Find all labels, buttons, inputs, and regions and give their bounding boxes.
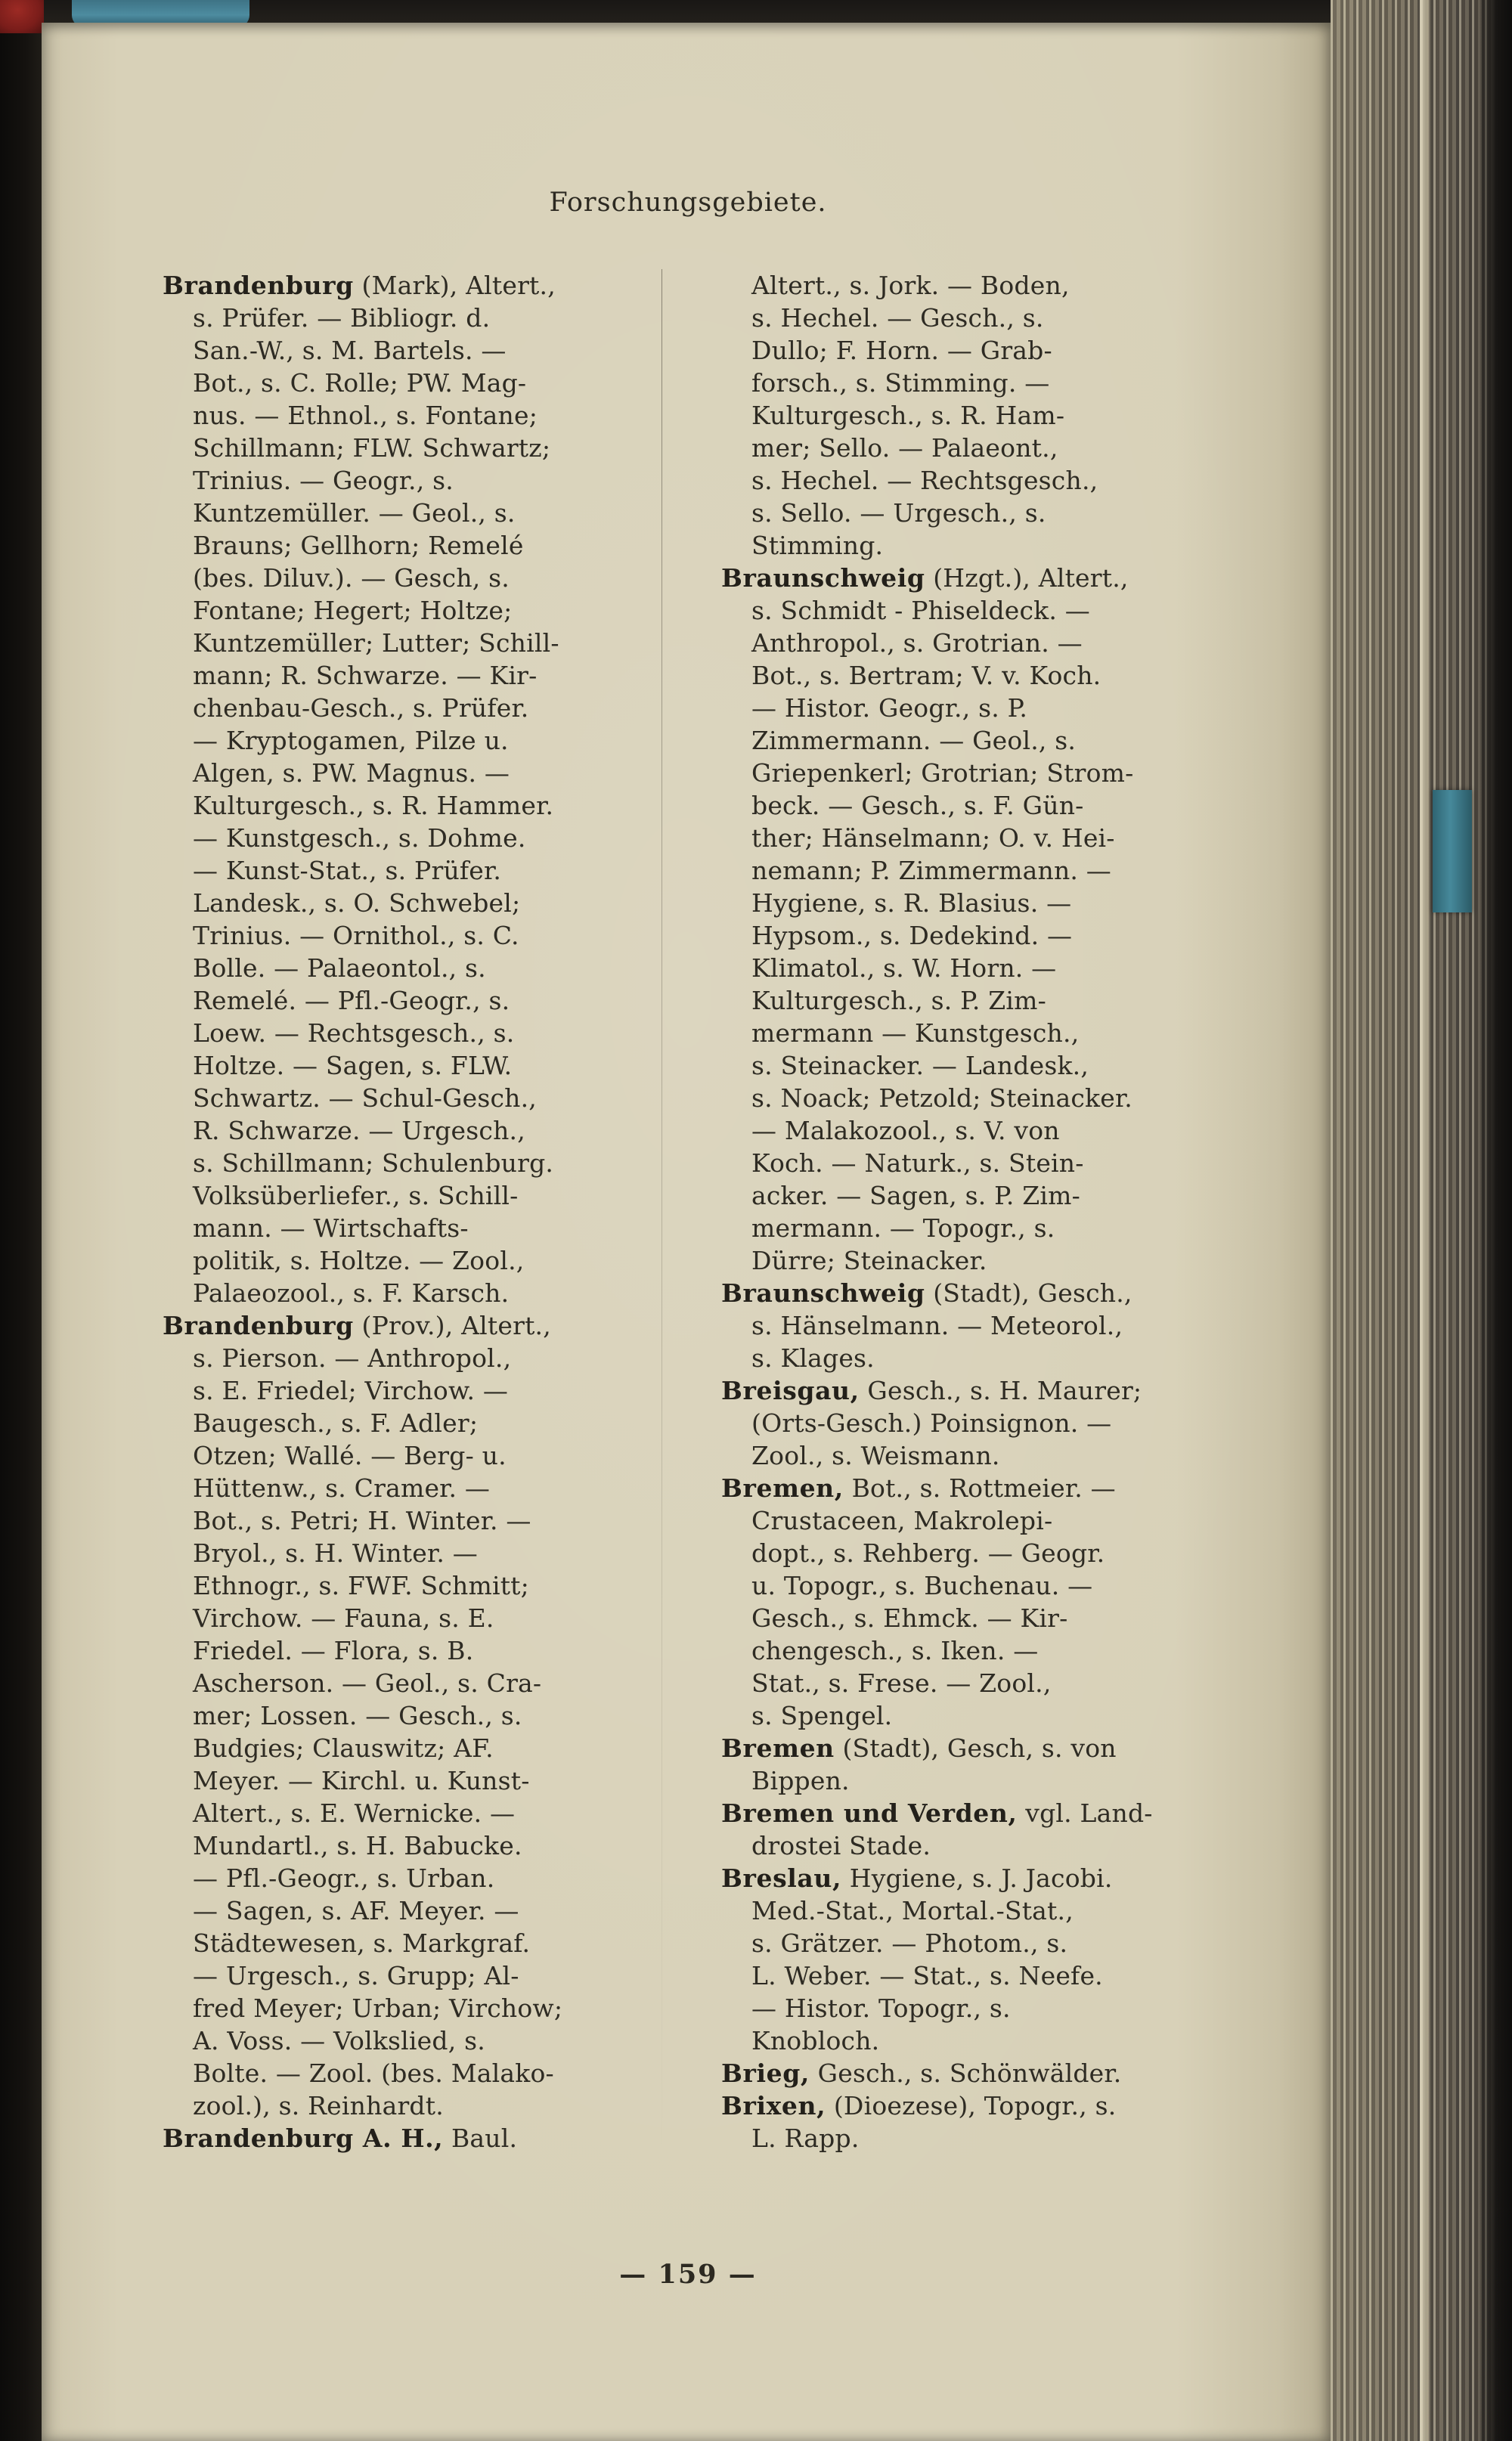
text-line: drostei Stade. xyxy=(751,1831,931,1860)
text-line: A. Voss. — Volkslied, s. xyxy=(193,2026,485,2055)
text-line: Bremen und Verden, vgl. Land- xyxy=(721,1798,1153,1828)
text-line: Schwartz. — Schul-Gesch., xyxy=(193,1083,537,1113)
page-edge-highlight xyxy=(1420,0,1429,2441)
text-block xyxy=(163,269,1221,2154)
text-line: nus. — Ethnol., s. Fontane; xyxy=(193,401,538,430)
text-line: San.-W., s. M. Bartels. — xyxy=(193,336,507,365)
text-line: s. Schmidt - Phiseldeck. — xyxy=(751,596,1090,625)
text-line: s. Noack; Petzold; Steinacker. xyxy=(751,1083,1132,1113)
text-line: Brixen, (Dioezese), Topogr., s. xyxy=(721,2091,1117,2120)
text-line: R. Schwarze. — Urgesch., xyxy=(193,1116,525,1145)
book-cover-right-edge xyxy=(1480,0,1512,2441)
text-line: mann. — Wirtschafts- xyxy=(193,1213,469,1243)
text-line: Trinius. — Ornithol., s. C. xyxy=(193,921,519,950)
text-line: Dürre; Steinacker. xyxy=(751,1246,987,1275)
text-line: Bot., s. C. Rolle; PW. Mag- xyxy=(193,368,527,398)
text-line: — Histor. Geogr., s. P. xyxy=(751,693,1028,723)
text-line: Kulturgesch., s. R. Hammer. xyxy=(193,791,554,820)
text-line: — Pfl.-Geogr., s. Urban. xyxy=(193,1863,495,1893)
text-line: — Kryptogamen, Pilze u. xyxy=(193,726,509,755)
text-line: fred Meyer; Urban; Virchow; xyxy=(193,1993,563,2023)
text-line: Med.-Stat., Mortal.-Stat., xyxy=(751,1896,1074,1925)
text-line: Zimmermann. — Geol., s. xyxy=(751,726,1077,755)
text-line: L. Rapp. xyxy=(751,2123,860,2153)
left-column xyxy=(163,269,662,2154)
text-line: s. Hänselmann. — Meteorol., xyxy=(751,1311,1123,1340)
right-column xyxy=(662,269,1221,2154)
text-line: s. Prüfer. — Bibliogr. d. xyxy=(193,303,491,333)
text-line: Breisgau, Gesch., s. H. Maurer; xyxy=(721,1376,1142,1405)
text-line: s. Sello. — Urgesch., s. xyxy=(751,498,1046,528)
text-line: Virchow. — Fauna, s. E. xyxy=(193,1603,494,1633)
text-line: — Kunst-Stat., s. Prüfer. xyxy=(193,856,502,885)
text-line: s. Grätzer. — Photom., s. xyxy=(751,1928,1068,1958)
text-line: Hüttenw., s. Cramer. — xyxy=(193,1473,491,1503)
text-line: Stimming. xyxy=(751,531,884,560)
text-line: Remelé. — Pfl.-Geogr., s. xyxy=(193,986,510,1015)
text-line: (Orts-Gesch.) Poinsignon. — xyxy=(751,1408,1112,1438)
text-line: s. Spengel. xyxy=(751,1701,893,1730)
teal-ribbon-bookmark xyxy=(1433,790,1472,912)
text-line: Zool., s. Weismann. xyxy=(751,1441,1000,1470)
text-line: Trinius. — Geogr., s. xyxy=(193,466,454,495)
text-line: Meyer. — Kirchl. u. Kunst- xyxy=(193,1766,530,1795)
text-line: Brieg, Gesch., s. Schönwälder. xyxy=(721,2058,1122,2088)
page-stack-fore-edge xyxy=(1331,0,1512,2441)
book-cover-left-edge xyxy=(0,0,42,2441)
text-line: Bremen, Bot., s. Rottmeier. — xyxy=(721,1473,1116,1503)
text-line: Baugesch., s. F. Adler; xyxy=(193,1408,479,1438)
text-line: s. Pierson. — Anthropol., xyxy=(193,1343,512,1373)
text-line: Bolle. — Palaeontol., s. xyxy=(193,953,486,983)
text-line: politik, s. Holtze. — Zool., xyxy=(193,1246,525,1275)
text-line: Klimatol., s. W. Horn. — xyxy=(751,953,1057,983)
text-line: Algen, s. PW. Magnus. — xyxy=(193,758,510,788)
text-line: Budgies; Clauswitz; AF. xyxy=(193,1733,494,1763)
text-line: Palaeozool., s. F. Karsch. xyxy=(193,1278,510,1308)
text-line: Kuntzemüller. — Geol., s. xyxy=(193,498,516,528)
page-header: Forschungsgebiete. xyxy=(549,187,827,218)
text-line: Brandenburg (Prov.), Altert., xyxy=(163,1311,551,1340)
page-number: — 159 — xyxy=(619,2259,757,2290)
text-line: Bot., s. Petri; H. Winter. — xyxy=(193,1506,531,1535)
text-line: acker. — Sagen, s. P. Zim- xyxy=(751,1181,1081,1210)
text-line: forsch., s. Stimming. — xyxy=(751,368,1050,398)
text-line: Dullo; F. Horn. — Grab- xyxy=(751,336,1052,365)
text-line: Schillmann; FLW. Schwartz; xyxy=(193,433,551,463)
text-line: s. Schillmann; Schulenburg. xyxy=(193,1148,554,1178)
text-line: Holtze. — Sagen, s. FLW. xyxy=(193,1051,513,1080)
text-line: Anthropol., s. Grotrian. — xyxy=(751,628,1083,658)
text-line: Knobloch. xyxy=(751,2026,880,2055)
text-line: — Kunstgesch., s. Dohme. xyxy=(193,823,526,853)
text-line: Kuntzemüller; Lutter; Schill- xyxy=(193,628,559,658)
text-line: s. Klages. xyxy=(751,1343,875,1373)
text-line: Crustaceen, Makrolepi- xyxy=(751,1506,1053,1535)
text-line: Griepenkerl; Grotrian; Strom- xyxy=(751,758,1134,788)
text-line: Stat., s. Frese. — Zool., xyxy=(751,1668,1052,1698)
text-line: Kulturgesch., s. P. Zim- xyxy=(751,986,1046,1015)
text-line: Braunschweig (Stadt), Gesch., xyxy=(721,1278,1132,1308)
text-line: s. Steinacker. — Landesk., xyxy=(751,1051,1089,1080)
text-line: — Histor. Topogr., s. xyxy=(751,1993,1011,2023)
text-line: s. Hechel. — Rechtsgesch., xyxy=(751,466,1098,495)
text-line: mermann — Kunstgesch., xyxy=(751,1018,1080,1048)
text-line: Kulturgesch., s. R. Ham- xyxy=(751,401,1065,430)
text-line: Bryol., s. H. Winter. — xyxy=(193,1538,478,1568)
text-line: chengesch., s. Iken. — xyxy=(751,1636,1039,1665)
text-line: u. Topogr., s. Buchenau. — xyxy=(751,1571,1093,1600)
text-line: ther; Hänselmann; O. v. Hei- xyxy=(751,823,1115,853)
text-line: Ethnogr., s. FWF. Schmitt; xyxy=(193,1571,529,1600)
text-line: Städtewesen, s. Markgraf. xyxy=(193,1928,531,1958)
text-line: Hypsom., s. Dedekind. — xyxy=(751,921,1073,950)
text-line: Volksüberliefer., s. Schill- xyxy=(193,1181,519,1210)
text-line: Braunschweig (Hzgt.), Altert., xyxy=(721,563,1129,593)
text-line: — Malakozool., s. V. von xyxy=(751,1116,1060,1145)
text-line: mer; Lossen. — Gesch., s. xyxy=(193,1701,522,1730)
text-line: Loew. — Rechtsgesch., s. xyxy=(193,1018,515,1048)
scanned-book-page xyxy=(42,23,1331,2441)
red-corner-mark xyxy=(0,0,44,33)
text-line: Gesch., s. Ehmck. — Kir- xyxy=(751,1603,1068,1633)
text-line: Landesk., s. O. Schwebel; xyxy=(193,888,521,918)
text-line: — Sagen, s. AF. Meyer. — xyxy=(193,1896,519,1925)
text-line: Ascherson. — Geol., s. Cra- xyxy=(193,1668,542,1698)
text-line: Altert., s. Jork. — Boden, xyxy=(751,271,1070,300)
text-line: mermann. — Topogr., s. xyxy=(751,1213,1055,1243)
text-line: Breslau, Hygiene, s. J. Jacobi. xyxy=(721,1863,1113,1893)
text-line: Bremen (Stadt), Gesch, s. von xyxy=(721,1733,1117,1763)
text-line: nemann; P. Zimmermann. — xyxy=(751,856,1111,885)
text-line: Bot., s. Bertram; V. v. Koch. xyxy=(751,661,1101,690)
text-line: Bippen. xyxy=(751,1766,850,1795)
text-line: chenbau-Gesch., s. Prüfer. xyxy=(193,693,529,723)
text-line: — Urgesch., s. Grupp; Al- xyxy=(193,1961,519,1990)
text-line: mann; R. Schwarze. — Kir- xyxy=(193,661,538,690)
text-line: Altert., s. E. Wernicke. — xyxy=(193,1798,516,1828)
text-line: Koch. — Naturk., s. Stein- xyxy=(751,1148,1084,1178)
text-line: Otzen; Wallé. — Berg- u. xyxy=(193,1441,507,1470)
text-line: (bes. Diluv.). — Gesch, s. xyxy=(193,563,510,593)
text-line: L. Weber. — Stat., s. Neefe. xyxy=(751,1961,1103,1990)
text-line: Bolte. — Zool. (bes. Malako- xyxy=(193,2058,554,2088)
text-line: Mundartl., s. H. Babucke. xyxy=(193,1831,522,1860)
text-line: s. E. Friedel; Virchow. — xyxy=(193,1376,509,1405)
text-line: Hygiene, s. R. Blasius. — xyxy=(751,888,1072,918)
text-line: Friedel. — Flora, s. B. xyxy=(193,1636,474,1665)
text-line: Brauns; Gellhorn; Remelé xyxy=(193,531,524,560)
text-line: Fontane; Hegert; Holtze; xyxy=(193,596,513,625)
text-line: dopt., s. Rehberg. — Geogr. xyxy=(751,1538,1105,1568)
text-line: Brandenburg (Mark), Altert., xyxy=(163,271,556,300)
text-line: beck. — Gesch., s. F. Gün- xyxy=(751,791,1084,820)
text-line: mer; Sello. — Palaeont., xyxy=(751,433,1058,463)
text-line: s. Hechel. — Gesch., s. xyxy=(751,303,1044,333)
text-line: Brandenburg A. H., Baul. xyxy=(163,2123,518,2153)
text-line: zool.), s. Reinhardt. xyxy=(193,2091,444,2120)
